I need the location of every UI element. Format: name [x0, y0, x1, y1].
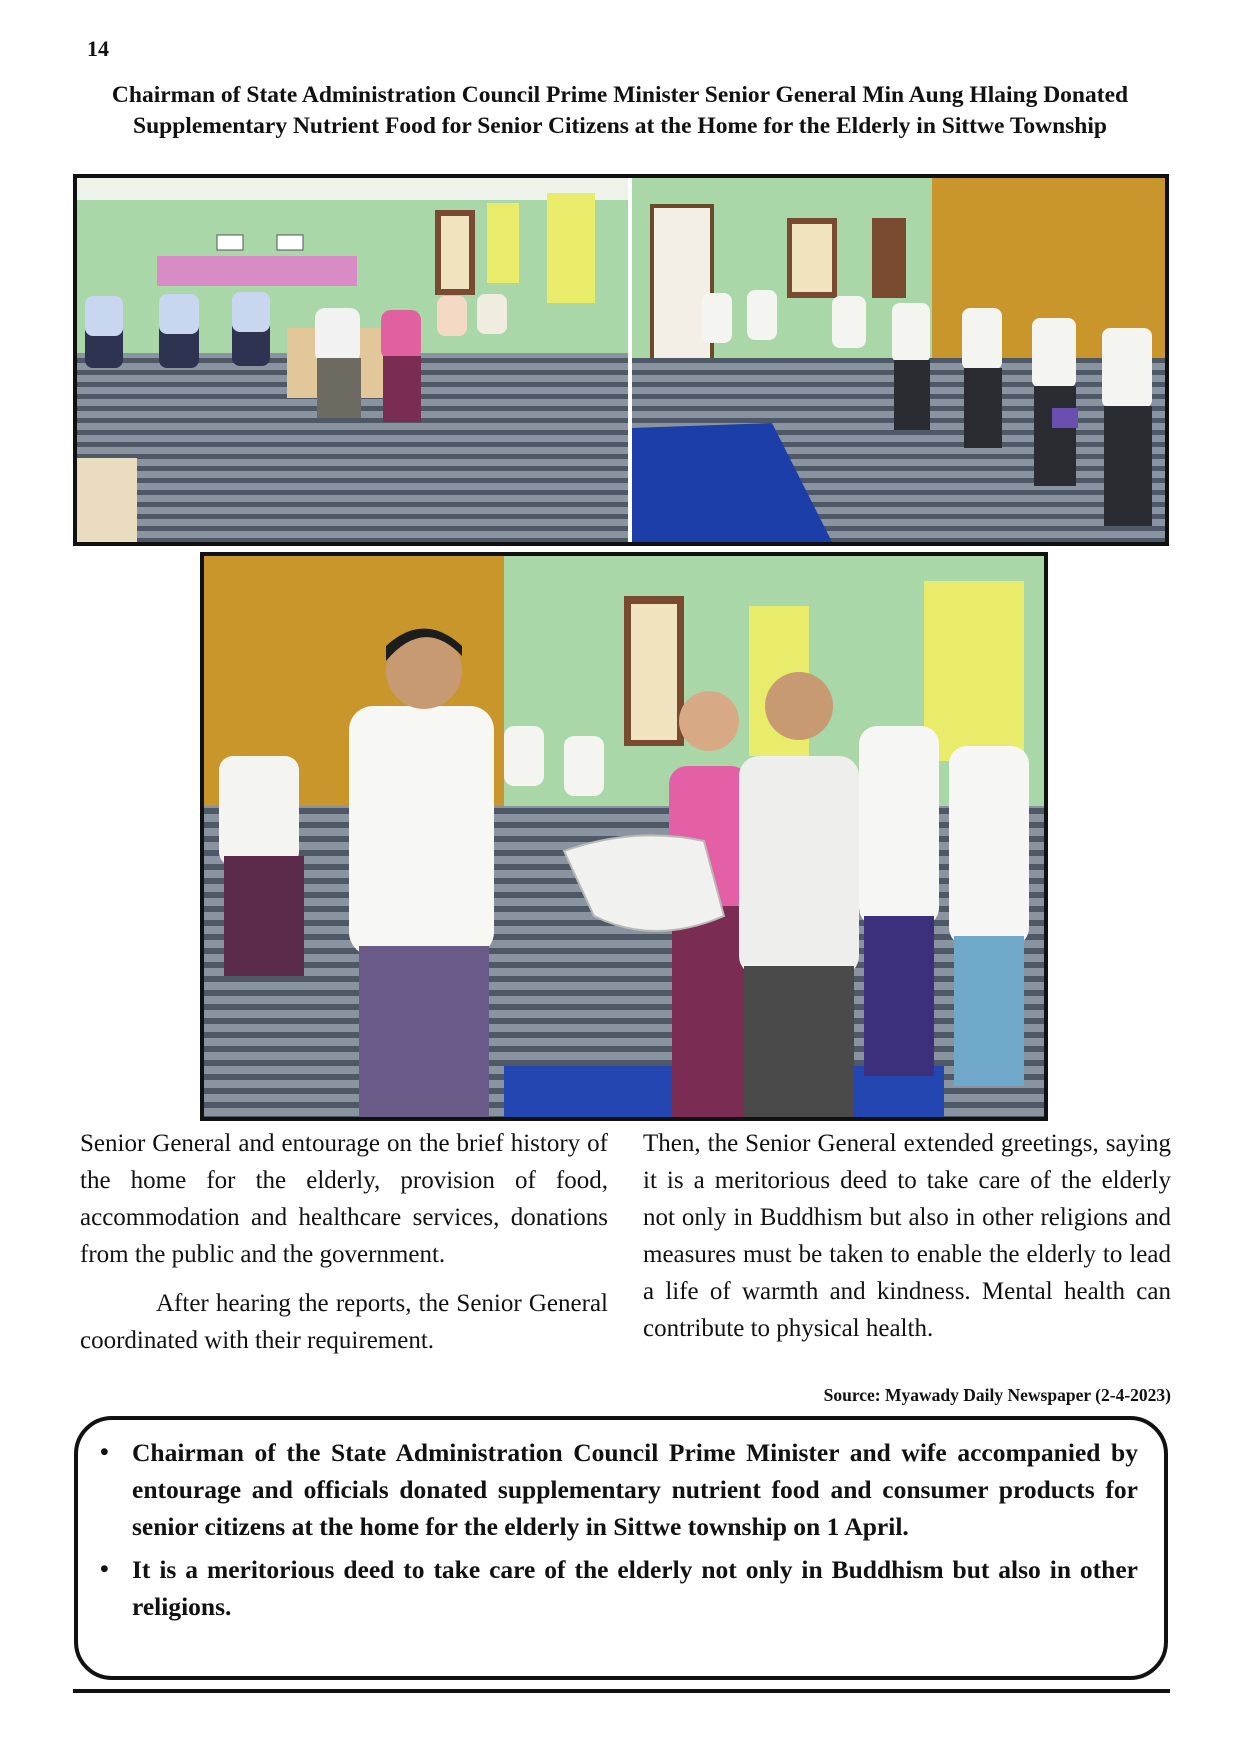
summary-list [100, 1434, 1138, 1625]
summary-text: It is a meritorious deed to take care of the elderly not only in Buddhism but also in other religions. [132, 1555, 1138, 1621]
right-paragraph-1: Then, the Senior General extended greetings, saying it is a meritorious deed to take care of the elderly not only in Buddhism but also in other religions and measures must be taken to enable the elderly to lead a life of warmth and kindness. Mental health can contribute to physical health. [643, 1130, 1171, 1342]
bullet-icon: • [100, 1556, 109, 1583]
left-column [80, 1125, 608, 1359]
bottom-rule [73, 1689, 1170, 1693]
top-photo [73, 174, 1169, 546]
summary-text: Chairman of the State Administration Council Prime Minister and wife accompanied by entourage and officials donated supplementary nutrient food and consumer products for senior citizens at the home for the elderly in Sittwe township on 1 April. [132, 1438, 1138, 1541]
bullet-icon: • [100, 1439, 109, 1466]
source-citation: Source: Myawady Daily Newspaper (2-4-2023) [823, 1385, 1171, 1405]
summary-item [100, 1551, 1138, 1625]
article-title: Chairman of State Administration Council Prime Minister Senior General Min Aung Hlaing Donated Supplementary Nutrient Food for Senior Citizens at the Home for the Elderly in Sittwe Township [111, 82, 1129, 139]
left-paragraph-1: Senior General and entourage on the brief history of the home for the elderly, provision of food, accommodation and healthcare services, donations from the public and the government. [80, 1130, 608, 1268]
photo-vip-seating [77, 178, 628, 542]
ceremony-photo [200, 552, 1048, 1121]
summary-box [74, 1416, 1168, 1680]
summary-item [100, 1434, 1138, 1545]
right-column [643, 1125, 1171, 1347]
page-number: 14 [87, 36, 109, 61]
left-paragraph-2: After hearing the reports, the Senior General coordinated with their requirement. [80, 1290, 608, 1354]
photo-elderly-seating [632, 178, 1169, 542]
